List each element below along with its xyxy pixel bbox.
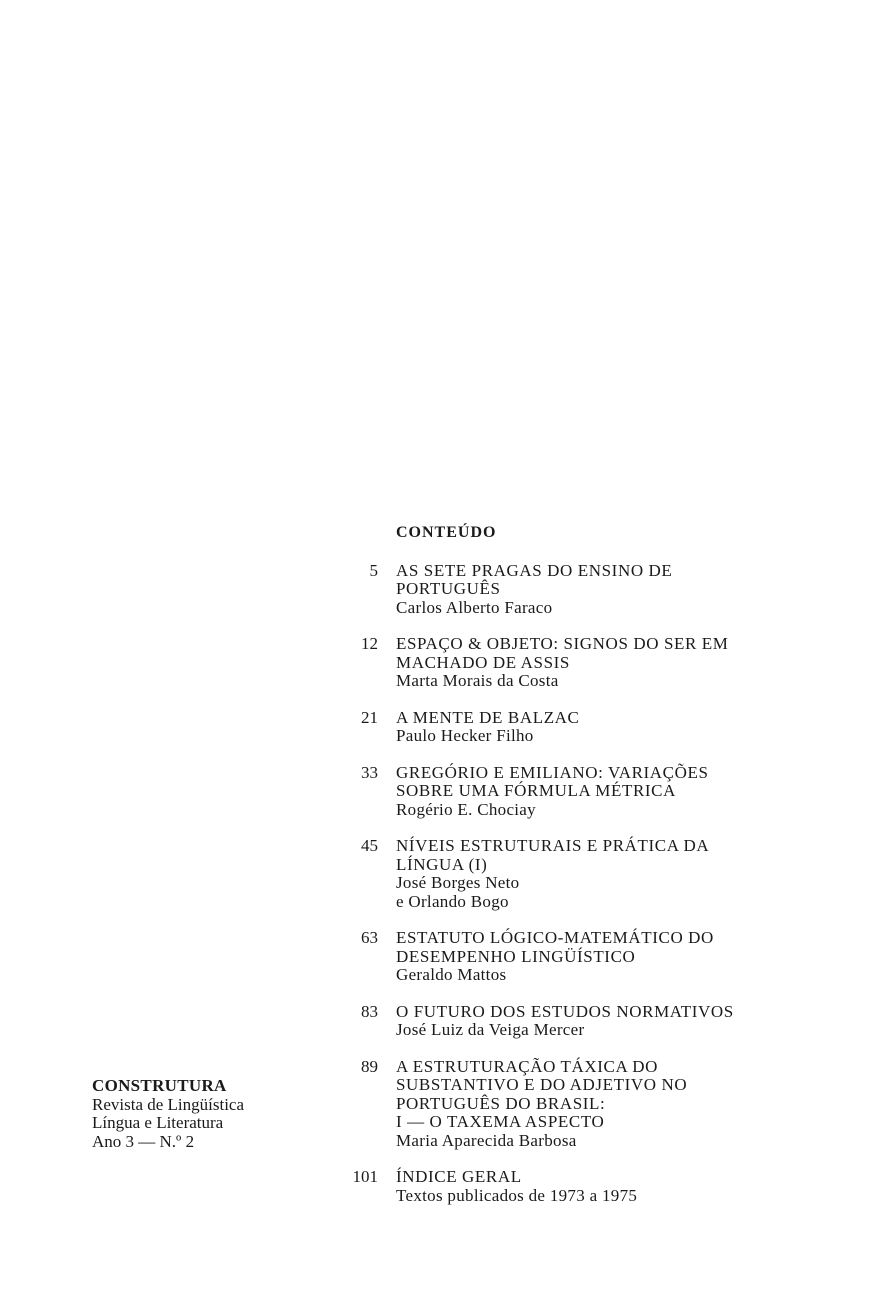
toc-entry-body <box>396 709 788 746</box>
toc-title-line: DESEMPENHO LINGÜÍSTICO <box>396 946 636 966</box>
toc-title-line: SOBRE UMA FÓRMULA MÉTRICA <box>396 781 676 800</box>
toc-title-line: PORTUGUÊS <box>396 579 501 598</box>
toc-entry <box>348 1168 788 1205</box>
toc-title-line: ESTATUTO LÓGICO-MATEMÁTICO DO <box>396 928 714 947</box>
toc-page-number: 63 <box>361 928 378 947</box>
toc-page-number: 21 <box>361 707 378 727</box>
toc-title-line: ÍNDICE GERAL <box>396 1167 522 1186</box>
journal-name: CONSTRUTURA <box>92 1076 227 1095</box>
toc-entry-body <box>396 1058 788 1151</box>
toc-page-number: 83 <box>361 1001 378 1021</box>
toc-author-line: Maria Aparecida Barbosa <box>396 1130 577 1150</box>
toc-entry-body <box>396 837 788 911</box>
toc-title-line: NÍVEIS ESTRUTURAIS E PRÁTICA DA <box>396 836 710 855</box>
toc-title-line: SUBSTANTIVO E DO ADJETIVO NO <box>396 1075 688 1094</box>
toc-entry-body <box>396 1003 788 1040</box>
issue-number: Ano 3 — N.º 2 <box>92 1131 195 1151</box>
toc-entry <box>348 635 788 691</box>
toc-entry <box>348 929 788 985</box>
toc-title-line: MACHADO DE ASSIS <box>396 652 570 672</box>
toc-author-line: e Orlando Bogo <box>396 891 509 911</box>
toc-entry <box>348 1003 788 1040</box>
toc-entry-body <box>396 764 788 820</box>
toc-author-line: Paulo Hecker Filho <box>396 726 534 745</box>
toc-title-line: O FUTURO DOS ESTUDOS NORMATIVOS <box>396 1001 734 1021</box>
table-of-contents <box>348 524 788 1223</box>
toc-title-line: LÍNGUA (I) <box>396 854 488 874</box>
toc-entry <box>348 764 788 820</box>
toc-page-number: 45 <box>361 836 378 855</box>
toc-title-line: ESPAÇO & OBJETO: SIGNOS DO SER EM <box>396 634 729 653</box>
toc-title-line: GREGÓRIO E EMILIANO: VARIAÇÕES <box>396 762 709 782</box>
toc-entry <box>348 562 788 618</box>
toc-page-number: 12 <box>361 634 378 653</box>
journal-subtitle-2: Língua e Literatura <box>92 1113 224 1132</box>
toc-title-line: A ESTRUTURAÇÃO TÁXICA DO <box>396 1056 659 1076</box>
toc-author-line: Textos publicados de 1973 a 1975 <box>396 1185 638 1205</box>
toc-page-number: 89 <box>361 1056 378 1076</box>
toc-author-line: Geraldo Mattos <box>396 965 507 984</box>
toc-entry-body <box>396 929 788 985</box>
toc-entry <box>348 1058 788 1151</box>
colophon <box>92 1077 332 1151</box>
toc-entry-body <box>396 635 788 691</box>
toc-entry-body <box>396 1168 788 1205</box>
toc-author-line: José Luiz da Veiga Mercer <box>396 1020 585 1039</box>
toc-title-line: I — O TAXEMA ASPECTO <box>396 1112 605 1131</box>
toc-page-number: 5 <box>369 560 378 580</box>
toc-entry <box>348 709 788 746</box>
toc-heading: CONTEÚDO <box>396 524 497 541</box>
toc-author-line: Rogério E. Chociay <box>396 799 536 819</box>
toc-title-line: AS SETE PRAGAS DO ENSINO DE <box>396 560 673 580</box>
toc-page-number: 101 <box>352 1167 378 1186</box>
toc-author-line: José Borges Neto <box>396 873 520 892</box>
toc-title-line: A MENTE DE BALZAC <box>396 707 580 727</box>
journal-subtitle: Revista de Lingüística <box>92 1094 245 1114</box>
toc-entries <box>348 562 788 1206</box>
toc-author-line: Carlos Alberto Faraco <box>396 597 553 617</box>
toc-page-number: 33 <box>361 762 378 782</box>
toc-title-line: PORTUGUÊS DO BRASIL: <box>396 1093 606 1113</box>
toc-author-line: Marta Morais da Costa <box>396 671 559 690</box>
toc-entry <box>348 837 788 911</box>
toc-entry-body <box>396 562 788 618</box>
